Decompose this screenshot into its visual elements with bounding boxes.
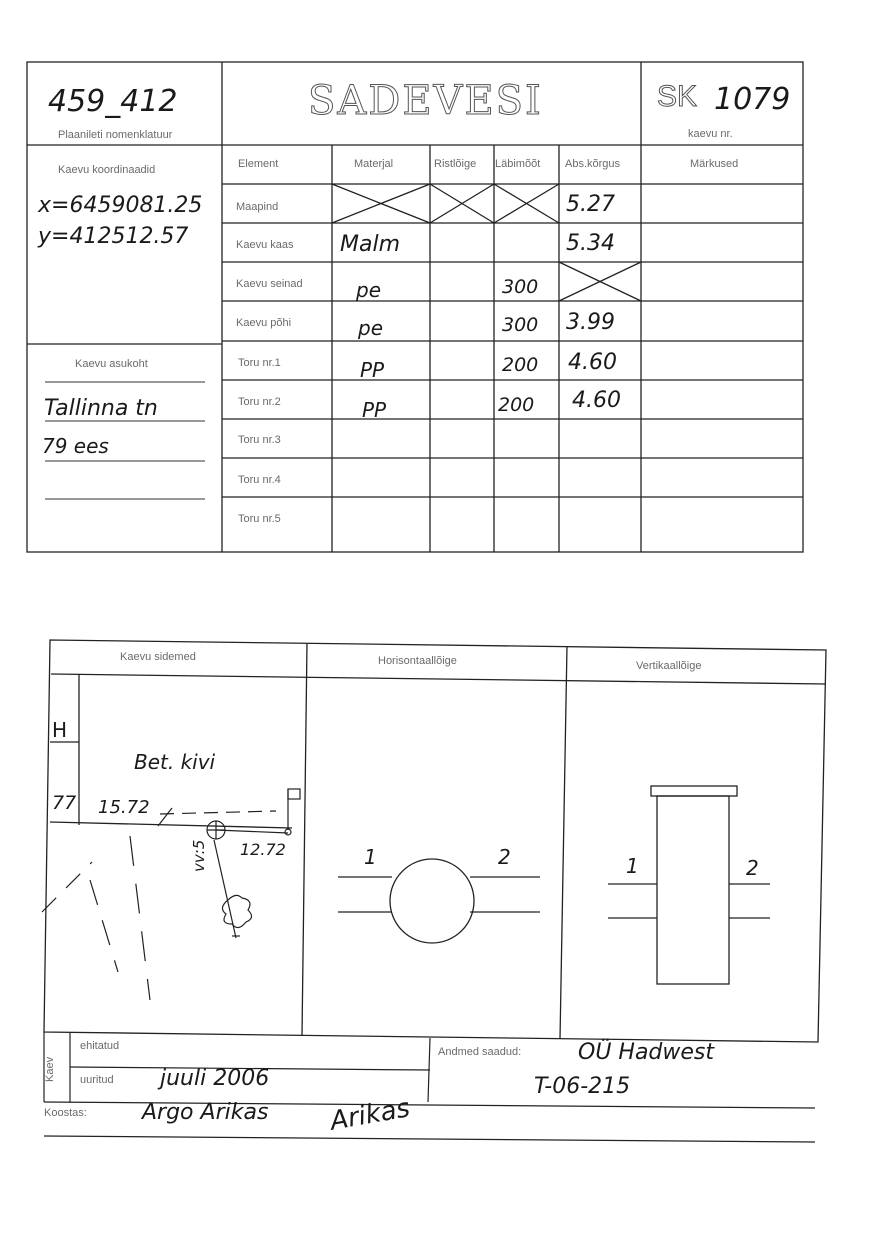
row-element: Maapind (236, 201, 279, 213)
compiled-value: Argo Arikas (142, 1100, 269, 1125)
data-reference: T-06-215 (534, 1074, 631, 1099)
row-element: Kaevu seinad (236, 278, 303, 290)
nomenclature-label: Plaanileti nomenklatuur (58, 129, 173, 141)
row-labimoot: 200 (502, 354, 539, 376)
sketch-col3-title: Vertikaallõige (636, 660, 702, 672)
row-element: Toru nr.1 (238, 357, 281, 369)
col-header-labimoot: Läbimõõt (495, 158, 541, 170)
row-abs: 5.27 (566, 192, 615, 217)
established-label: ehitatud (80, 1040, 120, 1052)
sk-prefix: SK (657, 80, 698, 113)
location-label: Kaevu asukoht (75, 358, 148, 370)
row-materjal: PP (362, 398, 387, 422)
surveyed-label: uuritud (80, 1074, 114, 1086)
h-label: H (52, 718, 68, 742)
material-note: Bet. kivi (134, 750, 216, 774)
row-element: Toru nr.5 (238, 513, 281, 525)
col-header-materjal: Materjal (354, 158, 394, 170)
nomenclature-value: 459_412 (48, 84, 178, 119)
vert-pipe-1: 1 (626, 854, 639, 878)
data-from-value: OÜ Hadwest (578, 1040, 715, 1065)
col-header-element: Element (238, 158, 279, 170)
coord-x: x=6459081.25 (38, 193, 203, 218)
coord-y: y=412512.57 (38, 224, 189, 249)
distance-b: 12.72 (240, 840, 286, 859)
row-element: Toru nr.4 (238, 474, 281, 486)
row-abs: 3.99 (566, 310, 615, 335)
col-header-ristloige: Ristlõige (434, 158, 477, 170)
house-number: 77 (52, 792, 77, 814)
row-abs: 4.60 (572, 388, 621, 413)
row-abs: 4.60 (568, 350, 617, 375)
row-abs: 5.34 (566, 231, 615, 256)
signature: Arikas (328, 1093, 413, 1137)
horiz-pipe-2: 2 (498, 845, 511, 869)
coords-label: Kaevu koordinaadid (58, 164, 156, 176)
row-element: Toru nr.2 (238, 396, 281, 408)
row-element: Kaevu põhi (236, 317, 292, 329)
sketch-col2-title: Horisontaallõige (378, 655, 457, 667)
well-number: 1079 (714, 82, 791, 117)
data-from-label: Andmed saadud: (438, 1046, 522, 1058)
horiz-pipe-1: 1 (364, 845, 377, 869)
surveyed-value: juuli 2006 (160, 1066, 270, 1091)
row-labimoot: 200 (498, 394, 535, 416)
vert-pipe-2: 2 (746, 856, 759, 880)
row-element: Kaevu kaas (236, 239, 294, 251)
compiled-label: Koostas: (44, 1107, 87, 1119)
row-labimoot: 300 (502, 276, 539, 298)
side-label: Kaev (44, 1056, 56, 1082)
row-labimoot: 300 (502, 314, 539, 336)
well-no-label: kaevu nr. (688, 128, 733, 140)
location-line2: 79 ees (42, 434, 109, 458)
row-element: Toru nr.3 (238, 434, 281, 446)
col-header-abs: Abs.kõrgus (565, 158, 621, 170)
distance-a: 15.72 (98, 797, 150, 818)
row-materjal: PP (360, 358, 385, 382)
row-materjal: pe (356, 278, 381, 302)
pipe-label: vv:5 (190, 839, 208, 872)
page-title: SADEVESI (308, 78, 543, 124)
row-materjal: pe (358, 316, 383, 340)
row-materjal: Malm (340, 232, 401, 257)
location-line1: Tallinna tn (44, 396, 158, 421)
sketch-col1-title: Kaevu sidemed (120, 651, 196, 663)
col-header-markused: Märkused (690, 158, 739, 170)
